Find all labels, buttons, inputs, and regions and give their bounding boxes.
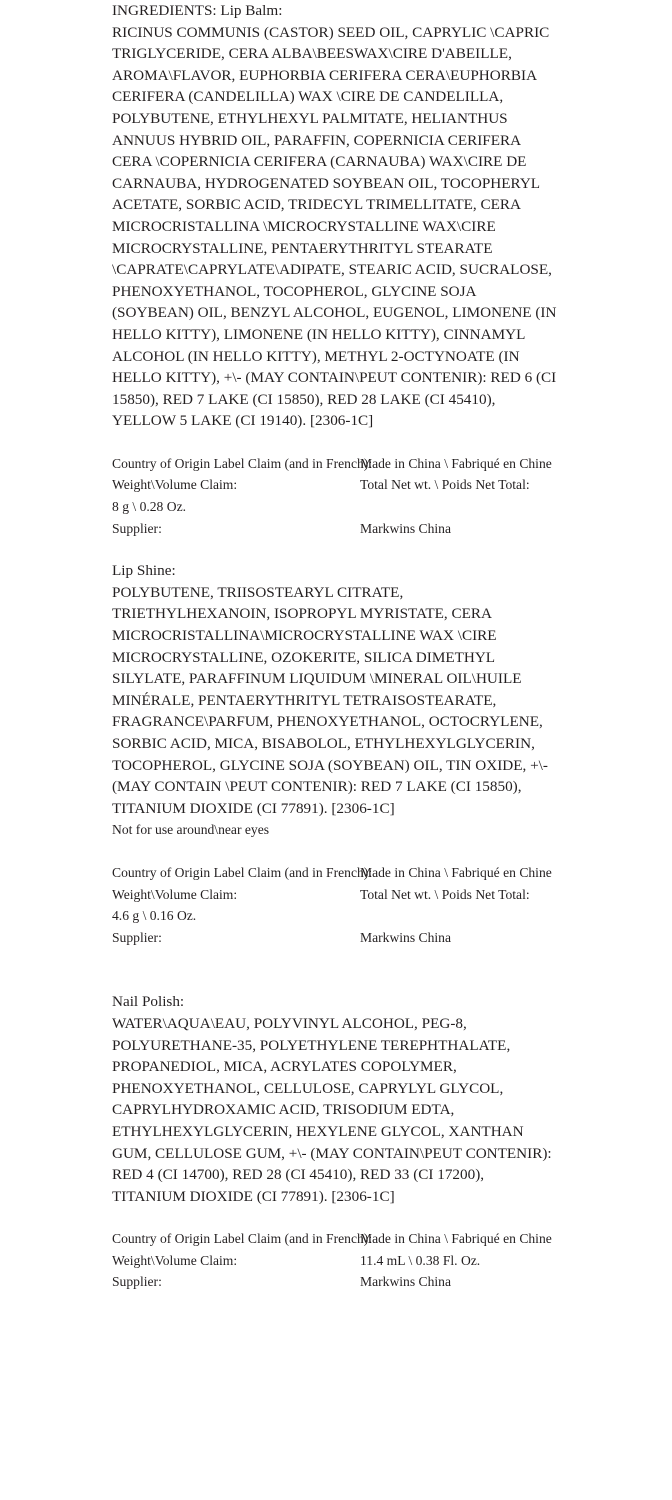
section-lip-balm bbox=[112, 0, 560, 539]
weight-value: Total Net wt. \ Poids Net Total: bbox=[360, 886, 530, 902]
lip-shine-weight-amount-row bbox=[112, 905, 560, 927]
lip-balm-origin-row bbox=[112, 453, 560, 475]
supplier-value: Markwins China bbox=[360, 1274, 451, 1290]
weight-label: Weight\Volume Claim: bbox=[112, 1252, 238, 1268]
origin-label: Country of Origin Label Claim (and in French): bbox=[112, 1231, 373, 1247]
weight-label: Weight\Volume Claim: bbox=[112, 886, 238, 902]
nail-polish-heading: Nail Polish: bbox=[112, 993, 185, 1011]
lip-balm-ingredients: RICINUS COMMUNIS (CASTOR) SEED OIL, CAPRYLIC \CAPRIC TRIGLYCERIDE, CERA ALBA\BEESWAX\CIRE D'ABEILLE, AROMA\FLAVOR, EUPHORBIA CERIFERA CERA\EUPHORBIA CERIFERA (CANDELILLA) WAX \CIRE DE CANDELILLA, POLYBUTENE, ETHYLHEXYL PALMITATE, HELIANTHUS ANNUUS HYBRID OIL, PARAFFIN, COPERNICIA CERIFERA CERA \COPERNICIA CERIFERA (CARNAUBA) WAX\CIRE DE CARNAUBA, HYDROGENATED SOYBEAN OIL, TOCOPHERYL ACETATE, SORBIC ACID, TRIDECYL TRIMELLITATE, CERA MICROCRISTALLINA \MICROCRYSTALLINE WAX\CIRE MICROCRYSTALLINE, PENTAERYTHRITYL STEARATE \CAPRATE\CAPRYLATE\ADIPATE, STEARIC ACID, SUCRALOSE, PHENOXYETHANOL, TOCOPHEROL, GLYCINE SOJA (SOYBEAN) OIL, BENZYL ALCOHOL, EUGENOL, LIMONENE (IN HELLO KITTY), LIMONENE (IN HELLO KITTY), CINNAMYL ALCOHOL (IN HELLO KITTY), METHYL 2-OCTYNOATE (IN HELLO KITTY), +\- (MAY CONTAIN\PEUT CONTENIR): RED 6 (CI 15850), RED 7 LAKE (CI 15850), RED 28 LAKE (CI 45410), YELLOW 5 LAKE (CI 19140). [2306-1C] bbox=[112, 23, 561, 430]
section-nail-polish bbox=[112, 991, 560, 1293]
lip-shine-origin-row bbox=[112, 862, 560, 884]
spacer bbox=[112, 948, 560, 991]
lip-shine-weight-row bbox=[112, 884, 560, 906]
spacer bbox=[112, 432, 560, 453]
nail-polish-supplier-row bbox=[112, 1271, 560, 1293]
origin-value: Made in China \ Fabriqué en Chine bbox=[360, 455, 552, 471]
spacer bbox=[112, 1207, 560, 1228]
weight-value: 11.4 mL \ 0.38 Fl. Oz. bbox=[360, 1252, 481, 1268]
supplier-label: Supplier: bbox=[112, 1274, 162, 1290]
supplier-value: Markwins China bbox=[360, 929, 451, 945]
lip-shine-heading: Lip Shine: bbox=[112, 562, 176, 580]
origin-label: Country of Origin Label Claim (and in French): bbox=[112, 864, 373, 880]
lip-shine-ingredients: POLYBUTENE, TRIISOSTEARYL CITRATE, TRIETHYLHEXANOIN, ISOPROPYL MYRISTATE, CERA MICROCRISTALLINA\MICROCRYSTALLINE WAX \CIRE MICROCRYSTALLINE, OZOKERITE, SILICA DIMETHYL SILYLATE, PARAFFINUM LIQUIDUM \MINERAL OIL\HUILE MINÉRALE, PENTAERYTHRITYL TETRAISOSTEARATE, FRAGRANCE\PARFUM, PHENOXYETHANOL, OCTOCRYLENE, SORBIC ACID, MICA, BISABOLOL, ETHYLHEXYLGLYCERIN, TOCOPHEROL, GLYCINE SOJA (SOYBEAN) OIL, TIN OXIDE, +\- (MAY CONTAIN \PEUT CONTENIR): RED 7 LAKE (CI 15850), TITANIUM DIOXIDE (CI 77891). [2306-1C] bbox=[112, 583, 552, 817]
lip-balm-supplier-row bbox=[112, 518, 560, 540]
spacer bbox=[112, 539, 560, 560]
weight-amount: 4.6 g \ 0.16 Oz. bbox=[112, 908, 197, 924]
supplier-label: Supplier: bbox=[112, 520, 162, 536]
origin-value: Made in China \ Fabriqué en Chine bbox=[360, 1231, 552, 1247]
lip-shine-note: Not for use around\near eyes bbox=[112, 822, 270, 838]
supplier-label: Supplier: bbox=[112, 929, 162, 945]
lip-balm-weight-amount-row bbox=[112, 496, 560, 518]
weight-amount: 8 g \ 0.28 Oz. bbox=[112, 499, 187, 515]
supplier-value: Markwins China bbox=[360, 520, 451, 536]
nail-polish-weight-row bbox=[112, 1250, 560, 1272]
origin-value: Made in China \ Fabriqué en Chine bbox=[360, 864, 552, 880]
lip-balm-heading: INGREDIENTS: Lip Balm: bbox=[112, 2, 283, 19]
spacer bbox=[112, 841, 560, 862]
origin-label: Country of Origin Label Claim (and in French): bbox=[112, 455, 373, 471]
lip-shine-supplier-row bbox=[112, 927, 560, 949]
section-lip-shine bbox=[112, 560, 560, 948]
weight-label: Weight\Volume Claim: bbox=[112, 477, 238, 493]
nail-polish-ingredients: WATER\AQUA\EAU, POLYVINYL ALCOHOL, PEG-8, POLYURETHANE-35, POLYETHYLENE TEREPHTHALATE, PROPANEDIOL, MICA, ACRYLATES COPOLYMER, PHENOXYETHANOL, CELLULOSE, CAPRYLYL GLYCOL, CAPRYLHYDROXAMIC ACID, TRISODIUM EDTA, ETHYLHEXYLGLYCERIN, HEXYLENE GLYCOL, XANTHAN GUM, CELLULOSE GUM, +\- (MAY CONTAIN\PEUT CONTENIR): RED 4 (CI 14700), RED 28 (CI 45410), RED 33 (CI 17200), TITANIUM DIOXIDE (CI 77891). [2306-1C] bbox=[112, 1014, 556, 1205]
lip-balm-weight-row bbox=[112, 474, 560, 496]
weight-value: Total Net wt. \ Poids Net Total: bbox=[360, 477, 530, 493]
nail-polish-origin-row bbox=[112, 1228, 560, 1250]
